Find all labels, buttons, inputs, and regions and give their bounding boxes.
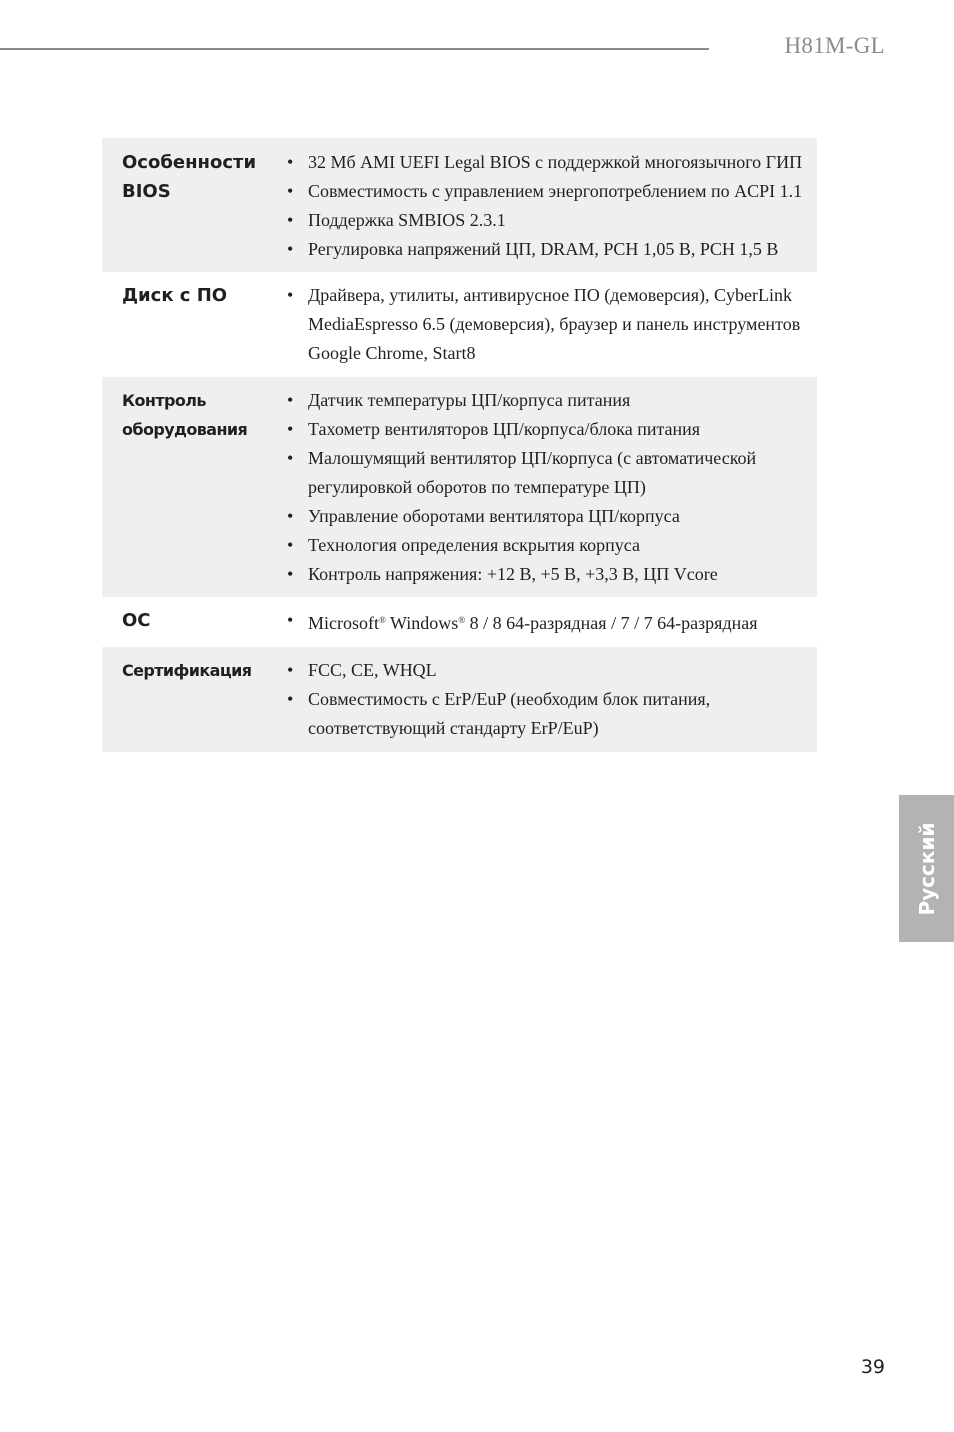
spec-row-os <box>102 597 817 647</box>
spec-item <box>286 606 817 638</box>
spec-row-software-disc <box>102 272 817 377</box>
spec-item: • Совместимость с управлением энергопотреблением по ACPI 1.1 <box>286 177 817 206</box>
spec-label: Контроль оборудования <box>122 391 248 439</box>
model-title: H81M-GL <box>784 33 885 58</box>
spec-label: Диск с ПО <box>122 285 228 306</box>
spec-row-bios <box>102 138 817 272</box>
spec-items <box>272 606 817 638</box>
spec-item: • Поддержка SMBIOS 2.3.1 <box>286 206 817 235</box>
header-rule <box>0 48 709 50</box>
spec-items <box>272 281 817 368</box>
spec-item: • Контроль напряжения: +12 В, +5 В, +3,3 В, ЦП Vcore <box>286 560 817 589</box>
spec-item: • Тахометр вентиляторов ЦП/корпуса/блока питания <box>286 415 817 444</box>
registered-mark: ® <box>458 615 466 625</box>
spec-item: • Управление оборотами вентилятора ЦП/корпуса <box>286 502 817 531</box>
language-tab-label: Русский <box>914 821 939 916</box>
os-text-windows: Windows <box>385 613 459 633</box>
spec-items <box>272 656 817 743</box>
spec-item: • Совместимость с ErP/EuP (необходим блок питания, соответствующий стандарту ErP/EuP) <box>286 685 817 743</box>
spec-item: • 32 Мб AMI UEFI Legal BIOS с поддержкой многоязычного ГИП <box>286 148 817 177</box>
spec-item: • Драйвера, утилиты, антивирусное ПО (демоверсия), CyberLink MediaEspresso 6.5 (демоверсия), браузер и панель инструментов Google Chrome, Start8 <box>286 281 817 368</box>
spec-label: ОС <box>122 610 151 631</box>
spec-item: • Датчик температуры ЦП/корпуса питания <box>286 386 817 415</box>
spec-row-hardware-monitor <box>102 377 817 597</box>
spec-label: Особенности BIOS <box>122 152 257 202</box>
spec-row-certification <box>102 647 817 752</box>
spec-item: • Технология определения вскрытия корпуса <box>286 531 817 560</box>
language-side-tab <box>899 795 954 942</box>
spec-item: • FCC, CE, WHQL <box>286 656 817 685</box>
os-text-versions: 8 / 8 64-разрядная / 7 / 7 64-разрядная <box>465 613 758 633</box>
spec-label: Сертификация <box>122 661 252 680</box>
registered-mark: ® <box>379 615 386 625</box>
spec-items <box>272 148 817 264</box>
spec-item: • Регулировка напряжений ЦП, DRAM, PCH 1,05 В, PCH 1,5 В <box>286 235 817 264</box>
spec-items <box>272 386 817 589</box>
spec-item: • Малошумящий вентилятор ЦП/корпуса (с автоматической регулировкой оборотов по температуре ЦП) <box>286 444 817 502</box>
page-number: 39 <box>860 1356 885 1378</box>
spec-table <box>102 138 817 752</box>
os-text-microsoft: Microsoft <box>308 613 379 633</box>
